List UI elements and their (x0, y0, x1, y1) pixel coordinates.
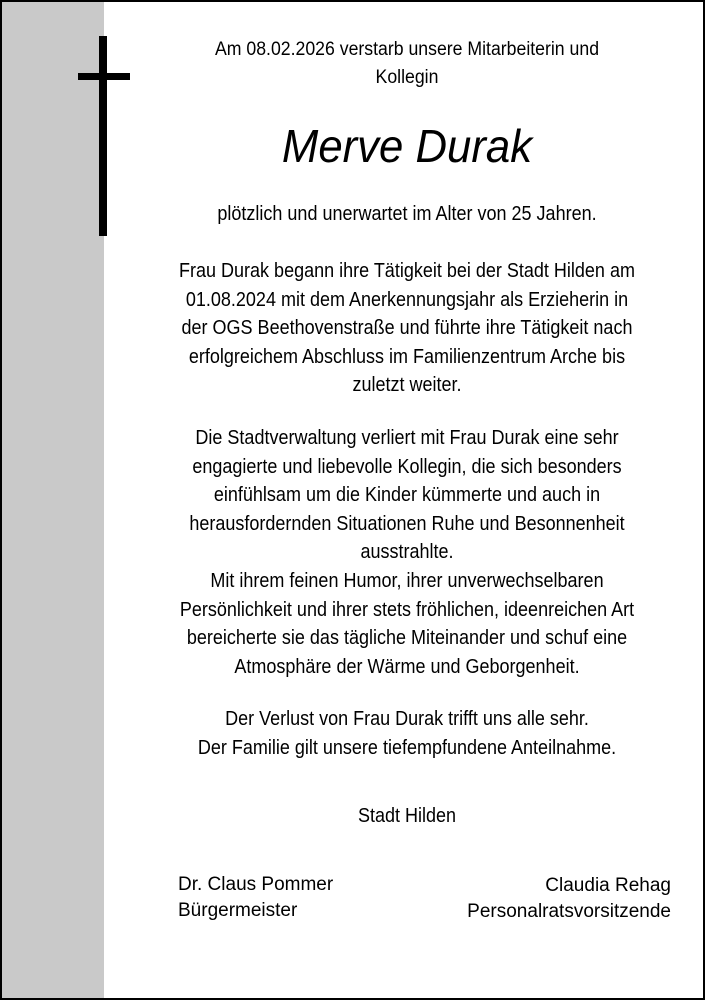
text-line: Der Verlust von Frau Durak trifft uns alle sehr. (225, 708, 589, 730)
paragraph-career (142, 257, 673, 400)
text-line: 01.08.2024 mit dem Anerkennungsjahr als Erzieherin in (185, 288, 629, 311)
signatory-left (178, 872, 333, 924)
age-line: plötzlich und unerwartet im Alter von 25 Jahren. (217, 203, 597, 225)
text-line: Der Familie gilt unsere tiefempfundene Anteilnahme. (197, 736, 617, 759)
cross-horizontal-bar (78, 73, 130, 80)
text-line: engagierte und liebevolle Kollegin, die sich besonders (192, 455, 622, 478)
text-line: Die Stadtverwaltung verliert mit Frau Durak eine sehr (195, 427, 619, 449)
intro-line: Am 08.02.2026 verstarb unsere Mitarbeiterin und (214, 39, 600, 60)
text-line: Persönlichkeit und ihrer stets fröhlichen, ideenreichen Art (179, 598, 635, 621)
text-line: Mit ihrem feinen Humor, ihrer unverwechselbaren (210, 569, 604, 592)
text-line: Frau Durak begann ihre Tätigkeit bei der Stadt Hilden am (179, 260, 635, 282)
text-line: Atmosphäre der Wärme und Geborgenheit. (234, 655, 580, 678)
text-line: bereicherte sie das tägliche Miteinander und schuf eine (186, 627, 628, 650)
signatory-right (467, 873, 671, 925)
deceased-name: Merve Durak (281, 120, 533, 172)
organization-name: Stadt Hilden (357, 805, 457, 827)
text-line: der OGS Beethovenstraße und führte ihre Tätigkeit nach (181, 317, 633, 340)
text-line: einfühlsam um die Kinder kümmerte und auch in (213, 484, 601, 507)
intro-text (133, 36, 682, 92)
signatory-name: Dr. Claus Pommer (178, 874, 334, 895)
signatory-name: Claudia Rehag (545, 875, 671, 896)
text-line: erfolgreichem Abschluss im Familienzentrum Arche bis (188, 345, 626, 368)
text-line: herausfordernden Situationen Ruhe und Besonnenheit (189, 512, 625, 535)
intro-line: Kollegin (375, 67, 439, 88)
sidebar-band (2, 2, 104, 998)
signatory-title: Bürgermeister (178, 900, 298, 921)
paragraph-condolence (142, 705, 673, 762)
text-line: zuletzt weiter. (352, 374, 462, 397)
signatory-title: Personalratsvorsitzende (467, 901, 671, 922)
paragraph-tribute (142, 424, 673, 681)
text-line: ausstrahlte. (360, 541, 454, 564)
cross-vertical-bar (99, 36, 107, 236)
